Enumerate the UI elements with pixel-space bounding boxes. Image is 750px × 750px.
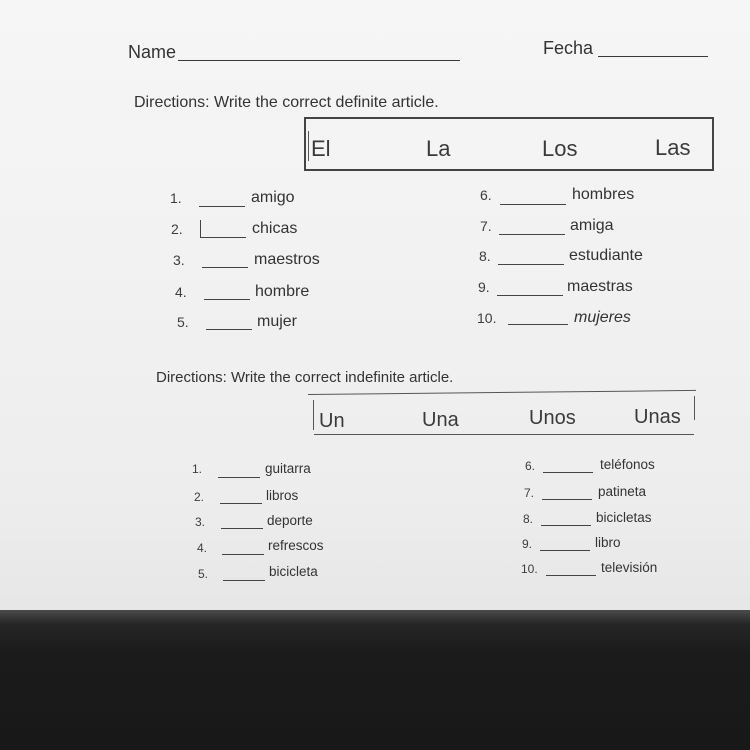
answer-blank[interactable] (508, 324, 568, 325)
item-number: 6. (480, 187, 492, 203)
item-number: 7. (524, 486, 535, 500)
answer-blank[interactable] (202, 267, 248, 268)
answer-blank[interactable] (204, 299, 250, 300)
item-word: estudiante (569, 247, 643, 264)
answer-blank[interactable] (546, 575, 596, 576)
item-number: 4. (175, 284, 187, 300)
definite-directions: Directions: Write the correct definite article. (134, 94, 439, 111)
word-bank-una: Una (422, 409, 459, 431)
fecha-label: Fecha (543, 38, 594, 58)
item-number: 3. (195, 515, 206, 529)
answer-blank[interactable] (542, 499, 592, 500)
item-number: 1. (192, 462, 203, 476)
word-bank-la: La (426, 136, 451, 161)
item-word: guitarra (265, 461, 311, 476)
item-word: mujeres (574, 309, 631, 326)
answer-blank[interactable] (223, 580, 265, 581)
item-word: patineta (598, 484, 647, 499)
item-number: 9. (522, 537, 533, 551)
word-bank-unos: Unos (529, 407, 576, 429)
word-bank-border-top (308, 390, 696, 395)
item-word: libros (266, 488, 299, 503)
item-word: deporte (267, 513, 313, 528)
desk-background (0, 610, 750, 750)
word-bank-el: El (311, 136, 331, 161)
answer-blank[interactable] (540, 550, 590, 551)
answer-blank[interactable] (543, 472, 593, 473)
name-field[interactable] (178, 60, 460, 61)
item-word: maestras (567, 278, 633, 295)
item-number: 4. (197, 541, 208, 555)
item-word: amiga (570, 217, 614, 234)
item-word: hombre (255, 283, 310, 300)
item-number: 7. (480, 218, 492, 234)
answer-blank[interactable] (497, 295, 563, 296)
item-number: 8. (479, 248, 491, 264)
word-bank-unas: Unas (634, 406, 681, 428)
item-number: 9. (478, 279, 490, 295)
answer-blank[interactable] (500, 204, 566, 205)
item-word: televisión (601, 560, 658, 575)
item-word: refrescos (268, 538, 324, 553)
item-word: maestros (254, 251, 320, 268)
item-number: 10. (521, 562, 538, 576)
answer-blank[interactable] (200, 237, 246, 238)
item-number: 5. (198, 567, 209, 581)
item-word: chicas (252, 220, 298, 237)
item-word: teléfonos (600, 457, 655, 472)
item-word: bicicletas (596, 510, 652, 525)
item-number: 3. (173, 252, 185, 268)
answer-blank[interactable] (206, 329, 252, 330)
item-number: 10. (477, 310, 497, 326)
word-bank-border-left (313, 400, 314, 430)
answer-blank-hook (200, 220, 201, 237)
indefinite-directions: Directions: Write the correct indefinite article. (156, 369, 454, 386)
word-bank-border-right (694, 396, 695, 420)
item-word: bicicleta (269, 564, 318, 579)
fecha-field[interactable] (598, 56, 708, 57)
item-word: libro (595, 535, 621, 550)
answer-blank[interactable] (199, 206, 245, 207)
answer-blank[interactable] (221, 528, 263, 529)
item-number: 8. (523, 512, 534, 526)
item-number: 1. (170, 190, 182, 206)
answer-blank[interactable] (222, 554, 264, 555)
definite-word-bank (304, 117, 714, 171)
answer-blank[interactable] (541, 525, 591, 526)
item-number: 6. (525, 459, 536, 473)
word-bank-un: Un (319, 410, 345, 432)
item-number: 5. (177, 314, 189, 330)
item-number: 2. (194, 490, 205, 504)
word-bank-las: Las (655, 135, 691, 160)
item-word: mujer (257, 313, 298, 330)
item-word: amigo (251, 189, 295, 206)
name-label: Name (128, 42, 177, 62)
item-number: 2. (171, 221, 183, 237)
word-bank-border-bottom (314, 434, 694, 435)
answer-blank[interactable] (498, 264, 564, 265)
answer-blank[interactable] (218, 477, 260, 478)
box-divider (308, 131, 309, 161)
item-word: hombres (572, 186, 635, 203)
answer-blank[interactable] (220, 503, 262, 504)
answer-blank[interactable] (499, 234, 565, 235)
word-bank-los: Los (542, 136, 578, 161)
